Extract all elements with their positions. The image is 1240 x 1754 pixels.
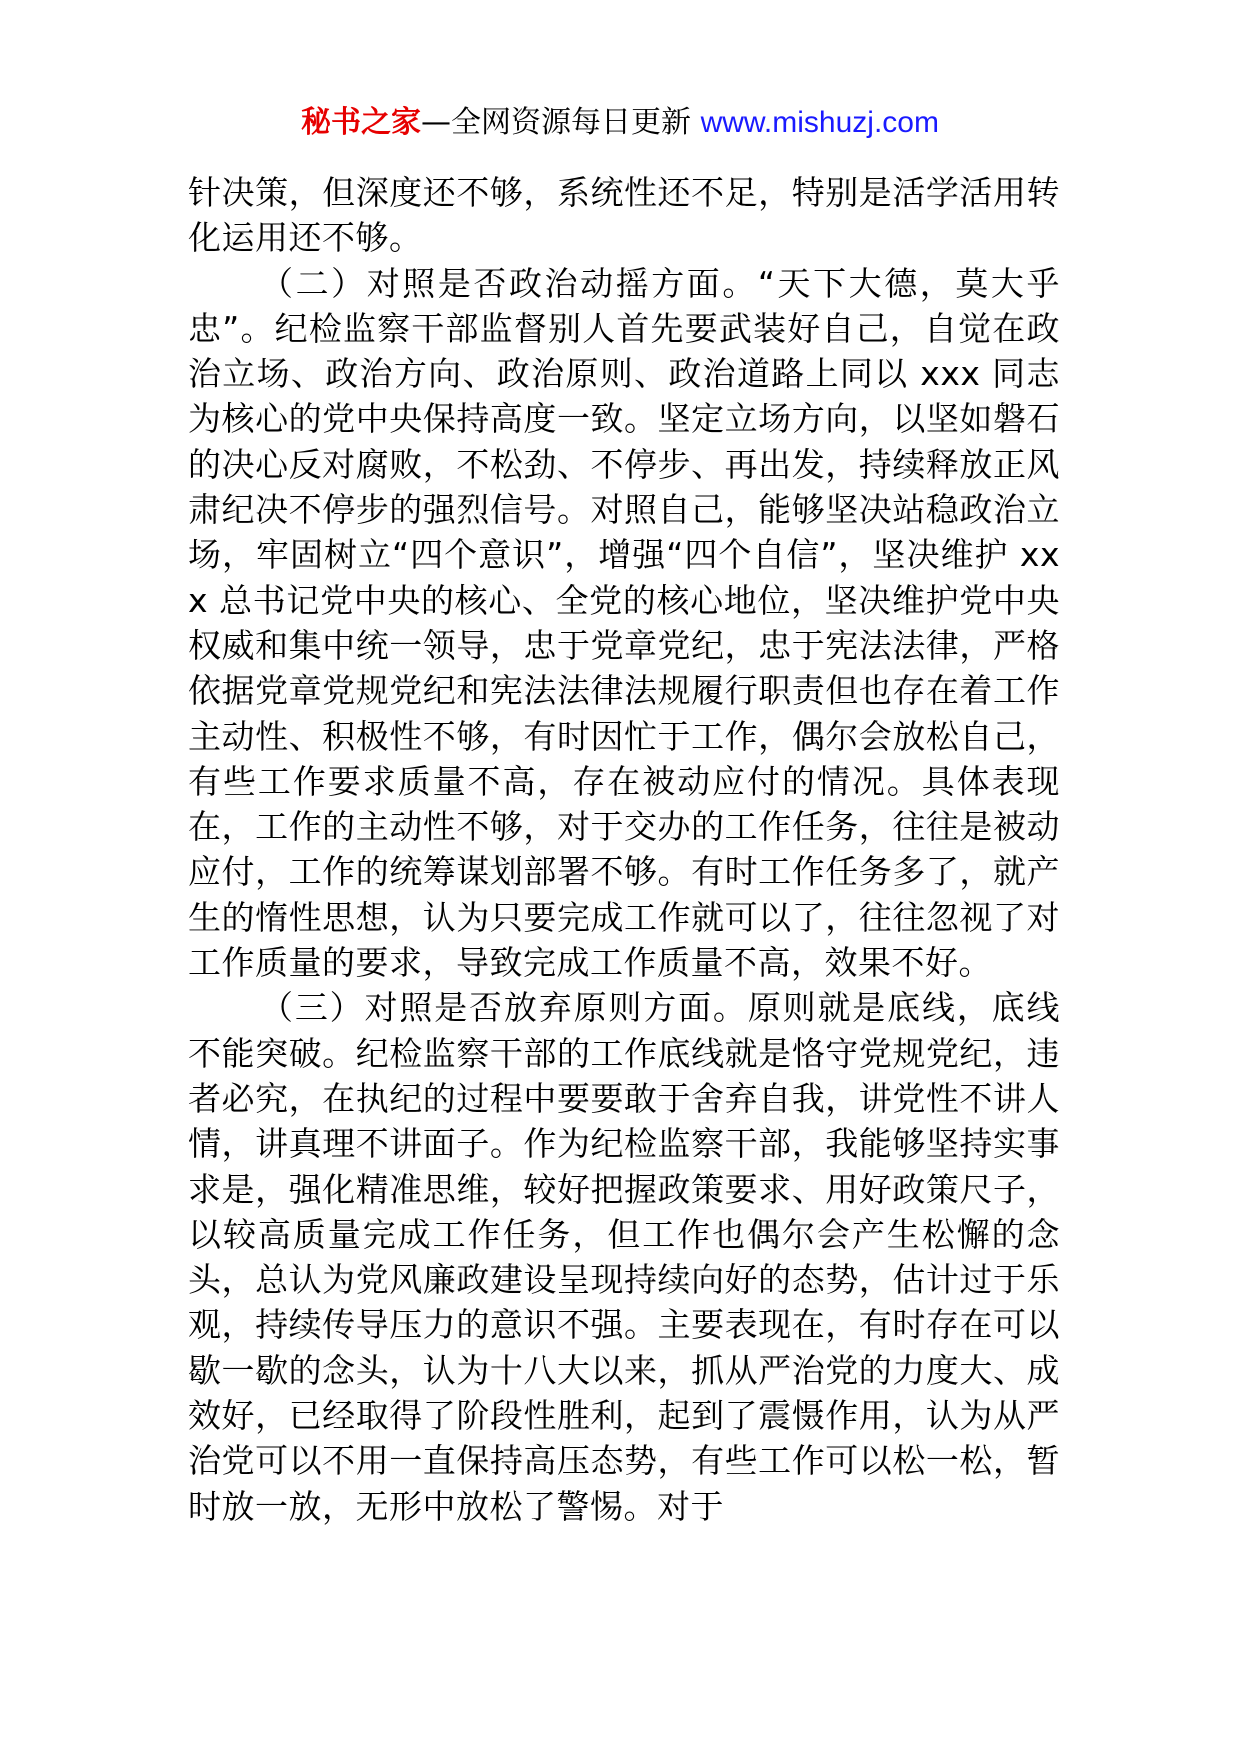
site-url-link[interactable]: www.mishuzj.com xyxy=(700,106,939,139)
paragraph-continuation: 针决策，但深度还不够，系统性还不足，特别是活学活用转化运用还不够。 xyxy=(188,173,1060,258)
site-tagline: —全网资源每日更新 xyxy=(421,105,701,140)
site-header xyxy=(0,100,1240,146)
paragraph-section-3: （三）对照是否放弃原则方面。原则就是底线，底线不能突破。纪检监察干部的工作底线就是恪守党规党纪，违者必究，在执纪的过程中要要敢于舍弃自我，讲党性不讲人情，讲真理不讲面子。作为纪检监察干部，我能够坚持实事求是，强化精准思维，较好把握政策要求、用好政策尺子，以较高质量完成工作任务，但工作也偶尔会产生松懈的念头，总认为党风廉政建设呈现持续向好的态势，估计过于乐观，持续传导压力的意识不强。主要表现在，有时存在可以歇一歇的念头，认为十八大以来，抓从严治党的力度大、成效好，已经取得了阶段性胜利，起到了震慑作用，认为从严治党可以不用一直保持高压态势，有些工作可以松一松，暂时放一放，无形中放松了警惕。对于 xyxy=(188,988,1060,1526)
document-body xyxy=(188,170,1060,1529)
site-brand: 秘书之家 xyxy=(301,105,422,140)
paragraph-section-2: （二）对照是否政治动摇方面。“天下大德，莫大乎忠”。纪检监察干部监督别人首先要武装好自己，自觉在政治立场、政治方向、政治原则、政治道路上同以 xxx 同志为核心的党中央保持高度一致。坚定立场方向，以坚如磐石的决心反对腐败，不松劲、不停步、再出发，持续释放正风肃纪决不停步的强烈信号。对照自己，能够坚决站稳政治立场，牢固树立“四个意识”，增强“四个自信”，坚决维护 xxx 总书记党中央的核心、全党的核心地位，坚决维护党中央权威和集中统一领导，忠于党章党纪，忠于宪法法律，严格依据党章党规党纪和宪法法律法规履行职责但也存在着工作主动性、积极性不够，有时因忙于工作，偶尔会放松自己，有些工作要求质量不高，存在被动应付的情况。具体表现在，工作的主动性不够，对于交办的工作任务，往往是被动应付，工作的统筹谋划部署不够。有时工作任务多了，就产生的惰性思想，认为只要完成工作就可以了，往往忽视了对工作质量的要求，导致完成工作质量不高，效果不好。 xyxy=(188,263,1060,983)
